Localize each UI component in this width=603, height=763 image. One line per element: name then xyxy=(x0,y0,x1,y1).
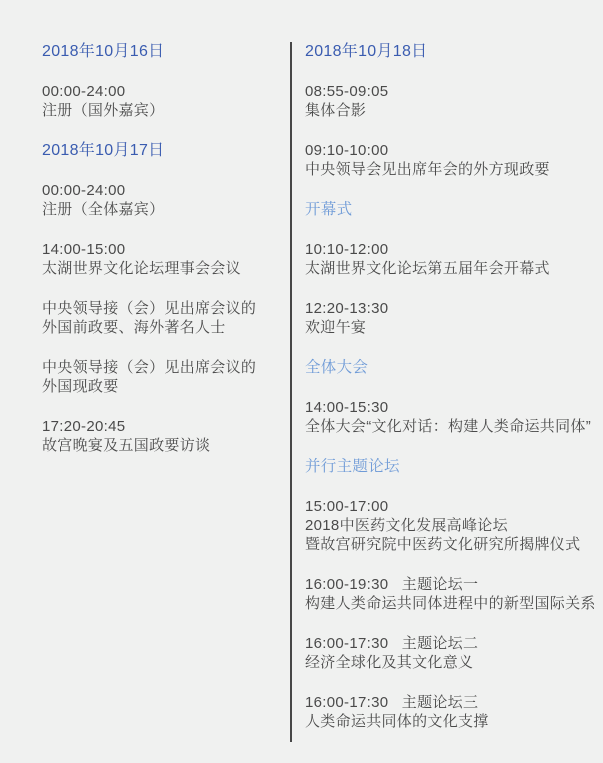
event-title: 注册（国外嘉宾） xyxy=(42,102,165,119)
agenda-block-event xyxy=(42,299,290,337)
agenda-block-event xyxy=(305,497,603,554)
event-title: 中央领导接（会）见出席会议的 xyxy=(42,300,257,317)
event-title: 故宫晚宴及五国政要访谈 xyxy=(42,437,211,454)
event-title: 外国前政要、海外著名人士 xyxy=(42,319,226,336)
event-time: 12:20-13:30 xyxy=(305,300,389,317)
event-time: 17:20-20:45 xyxy=(42,418,126,435)
event-title: 注册（全体嘉宾） xyxy=(42,201,165,218)
agenda-block-event xyxy=(305,634,603,672)
event-title: 中央领导会见出席年会的外方现政要 xyxy=(305,161,550,178)
event-time: 16:00-17:30 主题论坛三 xyxy=(305,694,479,711)
section-header: 开幕式 xyxy=(305,201,353,218)
agenda-block-date xyxy=(305,42,603,61)
agenda-block-event xyxy=(42,82,290,120)
agenda-column-left xyxy=(42,42,290,455)
event-time: 10:10-12:00 xyxy=(305,241,389,258)
event-title: 构建人类命运共同体进程中的新型国际关系 xyxy=(305,595,596,612)
agenda-block-event xyxy=(42,417,290,455)
agenda-block-section xyxy=(305,457,603,476)
event-time: 16:00-17:30 主题论坛二 xyxy=(305,635,479,652)
agenda-block-event xyxy=(305,299,603,337)
event-time: 08:55-09:05 xyxy=(305,83,389,100)
agenda-block-event xyxy=(305,398,603,436)
event-title: 经济全球化及其文化意义 xyxy=(305,654,474,671)
event-time: 00:00-24:00 xyxy=(42,182,126,199)
agenda-block-section xyxy=(305,200,603,219)
agenda-block-date xyxy=(42,42,290,61)
event-time: 16:00-19:30 主题论坛一 xyxy=(305,576,479,593)
agenda-block-event xyxy=(42,181,290,219)
agenda-block-event xyxy=(42,240,290,278)
agenda-column-right xyxy=(290,42,603,742)
agenda-block-event xyxy=(305,240,603,278)
event-time: 15:00-17:00 xyxy=(305,498,389,515)
event-title: 人类命运共同体的文化支撑 xyxy=(305,713,489,730)
date-header: 2018年10月17日 xyxy=(42,142,165,159)
event-title: 暨故宫研究院中医药文化研究所揭牌仪式 xyxy=(305,536,581,553)
date-header: 2018年10月18日 xyxy=(305,43,428,60)
agenda-block-event xyxy=(305,693,603,731)
event-time: 14:00-15:00 xyxy=(42,241,126,258)
event-title: 欢迎午宴 xyxy=(305,319,367,336)
event-title: 外国现政要 xyxy=(42,378,119,395)
event-title: 2018中医药文化发展高峰论坛 xyxy=(305,517,508,534)
event-title: 中央领导接（会）见出席会议的 xyxy=(42,359,257,376)
agenda-block-event xyxy=(305,82,603,120)
event-time: 14:00-15:30 xyxy=(305,399,389,416)
event-title: 太湖世界文化论坛理事会会议 xyxy=(42,260,241,277)
date-header: 2018年10月16日 xyxy=(42,43,165,60)
event-title: 集体合影 xyxy=(305,102,367,119)
agenda-block-section xyxy=(305,358,603,377)
section-header: 并行主题论坛 xyxy=(305,458,400,475)
agenda-block-event xyxy=(305,141,603,179)
event-time: 09:10-10:00 xyxy=(305,142,389,159)
event-title: 太湖世界文化论坛第五届年会开幕式 xyxy=(305,260,550,277)
event-time: 00:00-24:00 xyxy=(42,83,126,100)
section-header: 全体大会 xyxy=(305,359,369,376)
agenda-block-event xyxy=(42,358,290,396)
agenda-block-event xyxy=(305,575,603,613)
agenda-block-date xyxy=(42,141,290,160)
event-title: 全体大会“文化对话：构建人类命运共同体” xyxy=(305,418,591,435)
